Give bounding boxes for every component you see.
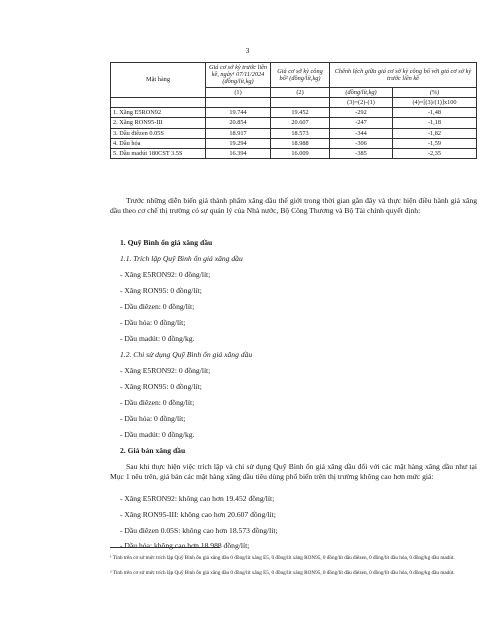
section2-paragraph [110, 462, 477, 483]
sub2-title: 1.2. Chi sử dụng Quỹ Bình ổn giá xăng dầu [120, 350, 253, 359]
header-current-price: Giá cơ sở kỳ công bố² (đồng/lít,kg) [271, 63, 330, 88]
section1-title: 1. Quỹ Bình ổn giá xăng dầu [120, 238, 213, 247]
row-prev: 16.394 [206, 149, 271, 159]
row-curr: 18.988 [271, 138, 330, 148]
formula-4: (4)=[(3)/(1)]x100 [393, 97, 477, 107]
row-pct: -2,35 [393, 149, 477, 159]
table-row [111, 118, 477, 128]
list-item: - Dầu hỏa: 0 đồng/lít; [120, 318, 186, 327]
page-number: 3 [245, 46, 250, 55]
formula-2: (2) [271, 87, 330, 97]
section2-text: Sau khi thực hiện việc trích lập và chi sử dụng Quỹ Bình ổn giá xăng dầu đối với các mặt hàng xăng dầu như tại Mục 1 nêu trên, giá bán các mặt hàng xăng dầu tiêu dùng phổ biến trên thị trường không cao hơn mức giá: [110, 462, 477, 482]
blank-cell [206, 97, 271, 107]
list-item: - Dầu madút: 0 đồng/kg. [120, 430, 195, 439]
formula-3: (3)=(2)-(1) [330, 97, 393, 107]
intro-paragraph [110, 196, 477, 217]
row-diff: -344 [330, 128, 393, 138]
row-diff: -306 [330, 138, 393, 148]
header-item: Mặt hàng [111, 63, 206, 98]
footnote-2: ² Tính trên cơ sở mức trích lập Quỹ Bình ổn giá xăng dầu 0 đồng/lít xăng E5, 0 đồng/lít xăng RON95, 0 đồng/lít dầu điêzen, 0 đồng/lít dầu hỏa, 0 đồng/kg dầu madút. [110, 570, 455, 576]
footnote-divider [110, 547, 220, 548]
table-row [111, 138, 477, 148]
list-item: - Xăng RON95-III: không cao hơn 20.607 đồng/lít; [120, 510, 276, 519]
row-pct: -1,82 [393, 128, 477, 138]
table-row [111, 108, 477, 118]
blank-cell [271, 97, 330, 107]
list-item: - Xăng RON95: 0 đồng/lít; [120, 286, 202, 295]
price-table [110, 62, 477, 159]
row-name: 5. Dầu madút 180CST 3.5S [111, 149, 206, 159]
list-item: - Xăng E5RON92: 0 đồng/lít; [120, 270, 211, 279]
list-item: - Dầu điêzen: 0 đồng/lít; [120, 398, 195, 407]
intro-text: Trước những diễn biến giá thành phẩm xăng dầu thế giới trong thời gian gần đây và thực hiện điều hành giá xăng dầu theo cơ chế thị trường có sự quản lý của Nhà nước, Bộ Công Thương và Bộ Tài chính quyết định: [110, 196, 477, 216]
row-name: 1. Xăng E5RON92 [111, 108, 206, 118]
row-prev: 20.854 [206, 118, 271, 128]
row-pct: -1,18 [393, 118, 477, 128]
section2-title: 2. Giá bán xăng dầu [120, 446, 186, 455]
table-row [111, 149, 477, 159]
row-name: 3. Dầu điêzen 0.05S [111, 128, 206, 138]
header-diff-unit: (đồng/lít,kg) [330, 87, 393, 97]
list-item: - Xăng RON95: 0 đồng/lít; [120, 382, 202, 391]
list-item: - Dầu điêzen 0.05S: không cao hơn 18.573 đồng/lít; [120, 526, 278, 535]
header-difference: Chênh lệch giữa giá cơ sở kỳ công bố với giá cơ sở kỳ trước liền kề [330, 63, 477, 88]
row-diff: -292 [330, 108, 393, 118]
list-item: - Xăng E5RON92: không cao hơn 19.452 đồng/lít; [120, 494, 275, 503]
table-row [111, 128, 477, 138]
list-item: - Xăng E5RON92: 0 đồng/lít; [120, 366, 211, 375]
row-curr: 20.607 [271, 118, 330, 128]
row-pct: -1,48 [393, 108, 477, 118]
list-item: - Dầu madút: 0 đồng/kg. [120, 334, 195, 343]
row-name: 2. Xăng RON95-III [111, 118, 206, 128]
footnote-1: ¹ Tính trên cơ sở mức trích lập Quỹ Bình ổn giá xăng dầu 0 đồng/lít xăng E5, 0 đồng/lít xăng RON95, 0 đồng/lít dầu điêzen, 0 đồng/lít dầu hỏa, 0 đồng/kg dầu madút. [110, 555, 455, 561]
row-prev: 18.917 [206, 128, 271, 138]
list-item: - Dầu điêzen: 0 đồng/lít; [120, 302, 195, 311]
list-item: - Dầu hỏa: 0 đồng/lít; [120, 414, 186, 423]
header-prev-price: Giá cơ sở kỳ trước liền kề, ngày¹ 07/11/2024 (đồng/lít,kg) [206, 63, 271, 88]
row-diff: -385 [330, 149, 393, 159]
row-diff: -247 [330, 118, 393, 128]
row-curr: 19.452 [271, 108, 330, 118]
blank-cell [111, 97, 206, 107]
row-pct: -1,59 [393, 138, 477, 148]
header-diff-pct: (%) [393, 87, 477, 97]
row-name: 4. Dầu hỏa [111, 138, 206, 148]
sub1-title: 1.1. Trích lập Quỹ Bình ổn giá xăng dầu [120, 254, 243, 263]
row-prev: 19.294 [206, 138, 271, 148]
row-prev: 19.744 [206, 108, 271, 118]
formula-1: (1) [206, 87, 271, 97]
row-curr: 16.009 [271, 149, 330, 159]
row-curr: 18.573 [271, 128, 330, 138]
list-item: - Dầu hỏa: không cao hơn 18.988 đồng/lít; [120, 541, 250, 550]
